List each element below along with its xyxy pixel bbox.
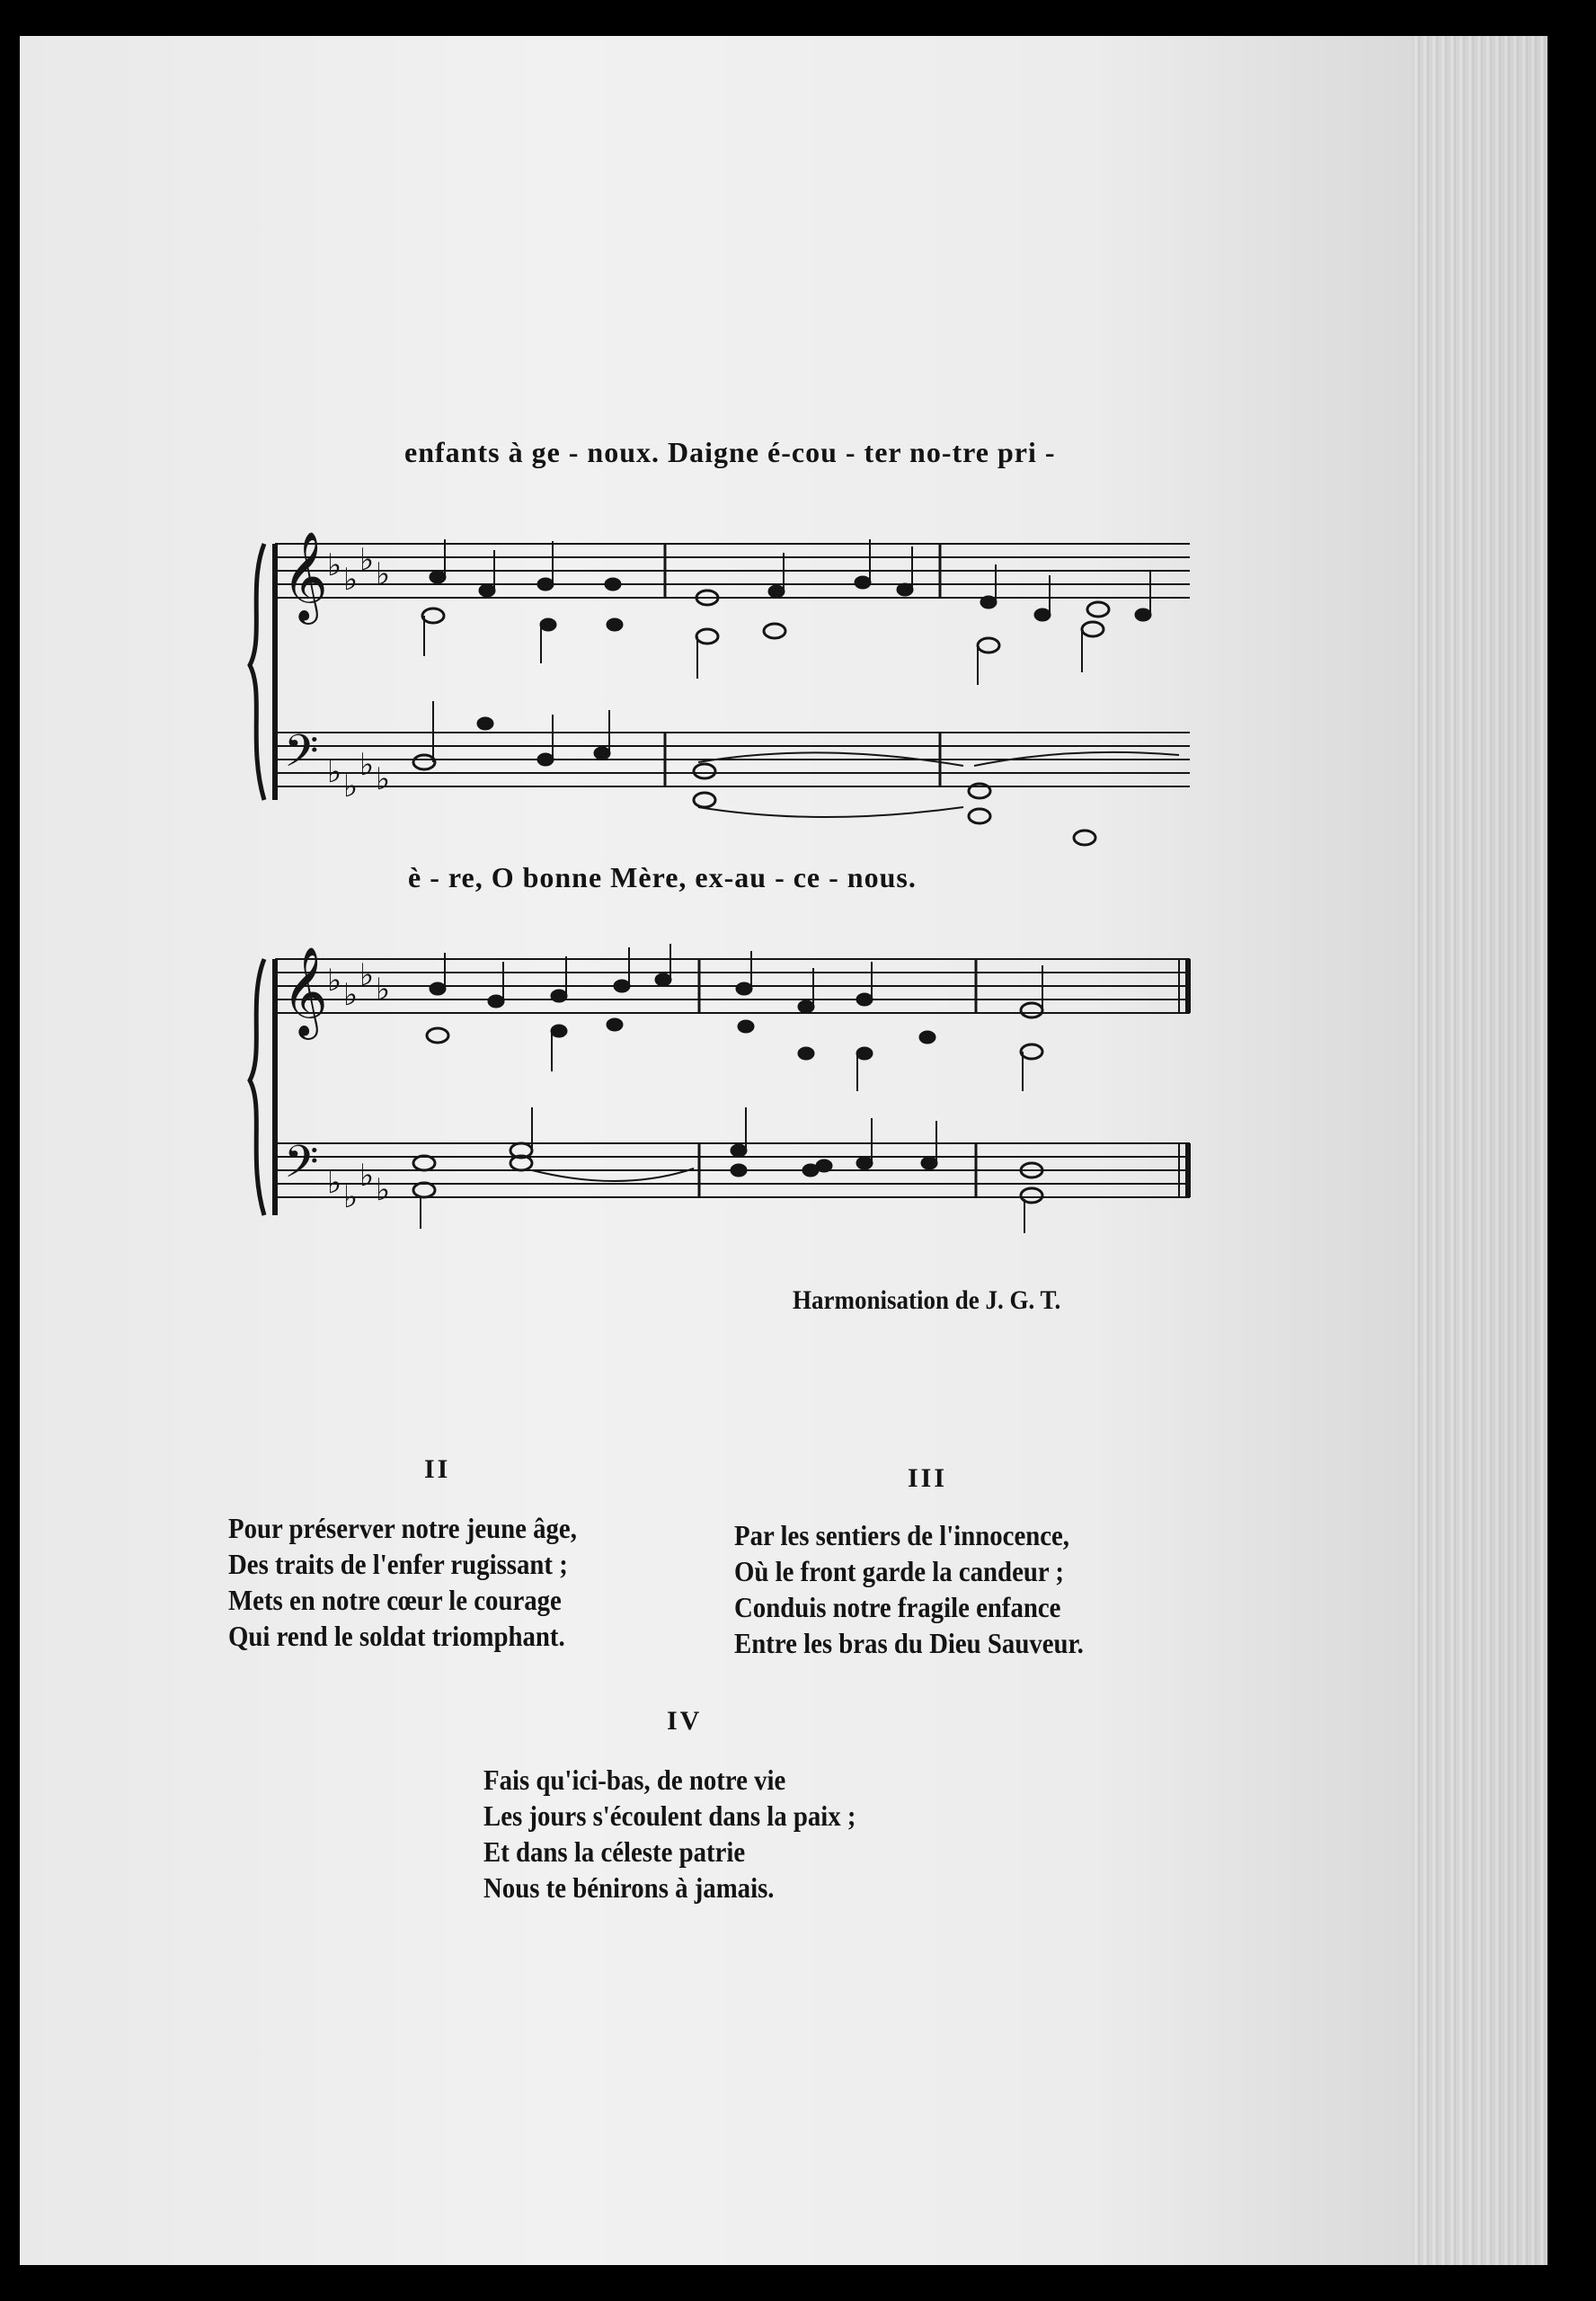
svg-text:♭: ♭ [343, 977, 359, 1013]
svg-text:♭: ♭ [376, 1172, 391, 1208]
lyrics-line-2: è - re, O bonne Mère, ex-au - ce - nous. [408, 861, 917, 893]
svg-text:♭: ♭ [376, 972, 391, 1008]
stanza-ii [228, 1510, 577, 1654]
svg-text:♭: ♭ [376, 761, 391, 797]
svg-text:♭: ♭ [327, 547, 342, 583]
svg-text:♭: ♭ [343, 562, 359, 598]
stanza-line: Mets en notre cœur le courage [228, 1584, 562, 1616]
svg-text:♭: ♭ [359, 542, 375, 578]
treble-staff [275, 544, 1190, 598]
stanza-line: Et dans la céleste patrie [483, 1835, 746, 1868]
stanza-line: Où le front garde la candeur ; [734, 1555, 1064, 1587]
page-edges [1413, 36, 1547, 2265]
bass-staff [275, 733, 1190, 786]
stanza-line: Par les sentiers de l'innocence, [734, 1519, 1070, 1551]
stanza-line: Fais qu'ici-bas, de notre vie [483, 1764, 786, 1796]
lyrics-line-1: enfants à ge - noux. Daigne é-cou - ter no-tre pri - [404, 436, 1056, 468]
book-page [20, 36, 1547, 2265]
system-brace [250, 544, 264, 800]
svg-text:♭: ♭ [359, 1158, 375, 1194]
music-system-1 [244, 530, 1215, 854]
stanza-line: Conduis notre fragile enfance [734, 1591, 1061, 1623]
svg-text:♭: ♭ [327, 754, 342, 790]
bass-clef: 𝄢 [284, 725, 319, 788]
stanza-line: Pour préserver notre jeune âge, [228, 1512, 577, 1544]
svg-text:♭: ♭ [359, 747, 375, 783]
treble-clef: 𝄞 [282, 531, 328, 621]
treble-notes-s2 [427, 944, 1042, 1091]
stanza-line: Entre les bras du Dieu Sauveur. [734, 1627, 1084, 1659]
svg-text:♭: ♭ [327, 1165, 342, 1201]
stanza-number-iii: III [908, 1463, 948, 1493]
stanza-line: Nous te bénirons à jamais. [483, 1871, 775, 1904]
treble-staff [275, 959, 1190, 1013]
treble-clef: 𝄞 [282, 946, 328, 1036]
key-signature-treble [327, 957, 390, 1013]
treble-notes-m3 [978, 564, 1151, 685]
key-signature-bass [327, 747, 390, 804]
svg-text:♭: ♭ [359, 957, 375, 993]
stanza-number-ii: II [424, 1454, 451, 1484]
stanza-number-iv: IV [667, 1706, 703, 1736]
svg-text:♭: ♭ [343, 1179, 359, 1215]
key-signature-bass [327, 1158, 390, 1215]
svg-text:♭: ♭ [343, 768, 359, 804]
key-signature-treble [327, 542, 390, 598]
treble-notes-m2 [696, 539, 913, 679]
stanza-line: Qui rend le soldat triomphant. [228, 1620, 565, 1652]
stanza-line: Les jours s'écoulent dans la paix ; [483, 1799, 856, 1832]
music-system-2 [244, 946, 1215, 1260]
bass-clef: 𝄢 [284, 1136, 319, 1199]
stanza-line: Des traits de l'enfer rugissant ; [228, 1548, 568, 1580]
stanza-iv [483, 1762, 856, 1906]
svg-text:♭: ♭ [376, 556, 391, 592]
stanza-iii [734, 1517, 1084, 1661]
system-brace [250, 959, 264, 1215]
harmonisation-credit: Harmonisation de J. G. T. [793, 1285, 1061, 1315]
svg-text:♭: ♭ [327, 963, 342, 999]
